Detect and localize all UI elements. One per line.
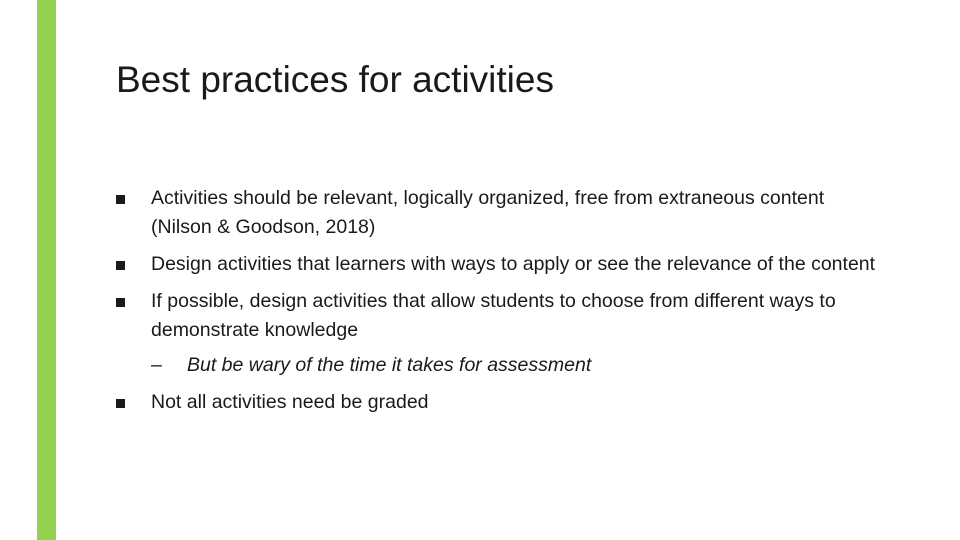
- bullet-text: Activities should be relevant, logically organized, free from extraneous content (Nilson & Goodson, 2018): [151, 187, 825, 238]
- square-bullet-icon: [116, 195, 125, 204]
- bullet-item: [116, 250, 876, 279]
- square-bullet-icon: [116, 399, 125, 408]
- bullet-item: [116, 184, 876, 242]
- square-bullet-icon: [116, 261, 125, 270]
- bullet-item: [116, 287, 876, 345]
- square-bullet-icon: [116, 298, 125, 307]
- sub-bullet-text: But be wary of the time it takes for assessment: [187, 354, 592, 376]
- bullet-text: Design activities that learners with ways to apply or see the relevance of the content: [151, 253, 876, 275]
- slide-title: Best practices for activities: [116, 59, 554, 100]
- bullet-list: [116, 184, 876, 425]
- bullet-text: Not all activities need be graded: [151, 391, 429, 413]
- bullet-text: If possible, design activities that allow students to choose from different ways to demonstrate knowledge: [151, 290, 836, 341]
- accent-bar: [37, 0, 56, 540]
- sub-bullet-item: [116, 351, 876, 380]
- bullet-item: [116, 388, 876, 417]
- dash-bullet-icon: –: [151, 354, 162, 376]
